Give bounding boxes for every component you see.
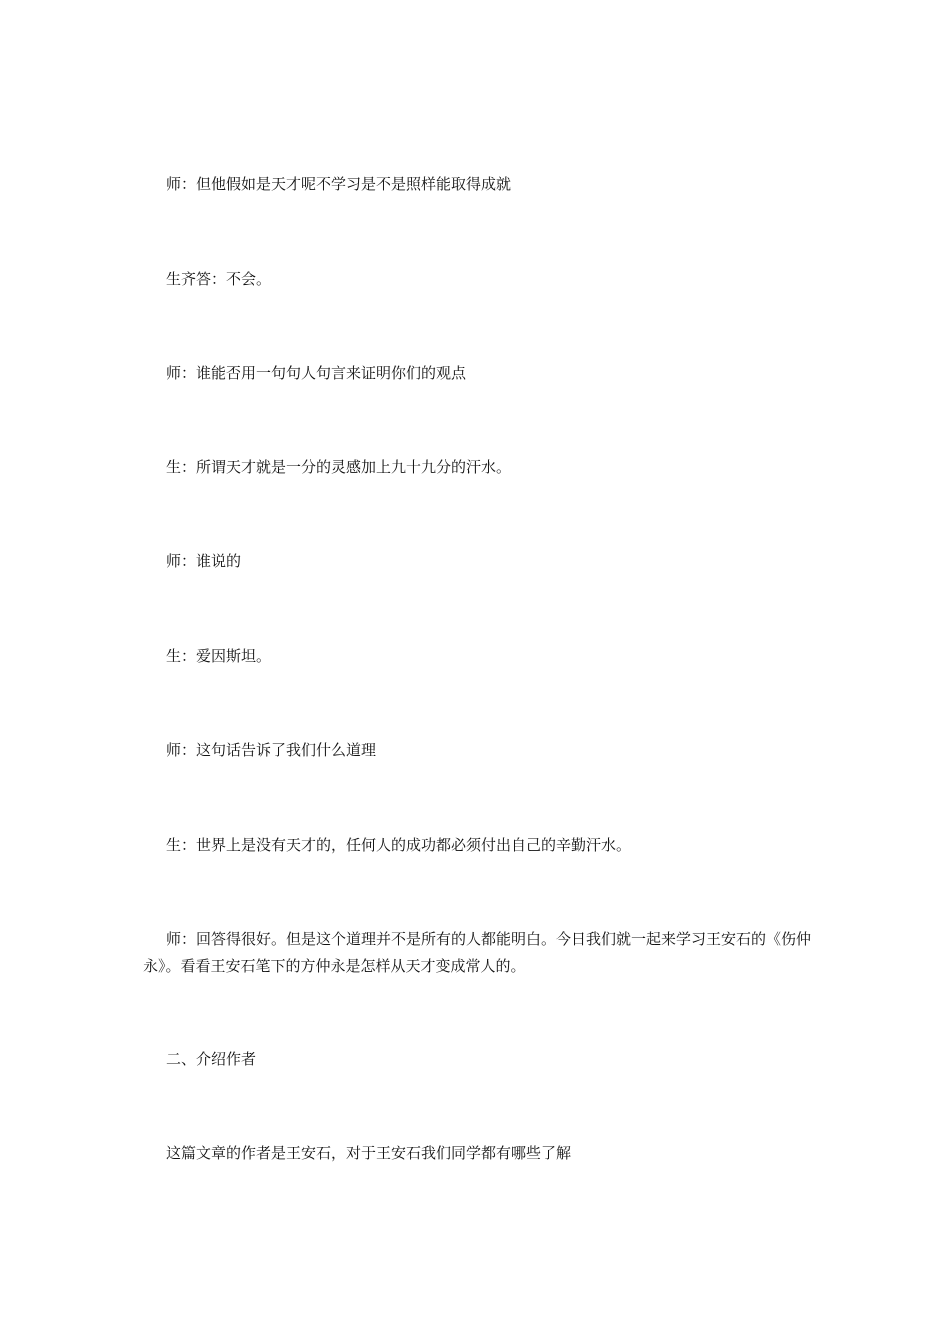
paragraph-student-quote: 生：所谓天才就是一分的灵感加上九十九分的汗水。 <box>166 458 512 476</box>
paragraph-author-question: 这篇文章的作者是王安石，对于王安石我们同学都有哪些了解 <box>166 1144 572 1162</box>
paragraph-student-meaning: 生：世界上是没有天才的，任何人的成功都必须付出自己的辛勤汗水。 <box>166 836 632 854</box>
paragraph-student-einstein: 生：爱因斯坦。 <box>166 647 272 665</box>
paragraph-students-answer: 生齐答：不会。 <box>166 270 272 288</box>
section-heading-author: 二、介绍作者 <box>166 1050 257 1068</box>
paragraph-teacher-ask-meaning: 师：这句话告诉了我们什么道理 <box>166 741 377 759</box>
paragraph-teacher-ask-quote: 师：谁能否用一句句人句言来证明你们的观点 <box>166 364 467 382</box>
paragraph-teacher-intro-lesson: 师：回答得很好。但是这个道理并不是所有的人都能明白。今日我们就一起来学习王安石的《伤仲永》。看看王安石笔下的方仲永是怎样从天才变成常人的。 <box>143 930 812 975</box>
paragraph-teacher-who-said: 师：谁说的 <box>166 552 242 570</box>
paragraph-teacher-question-genius: 师：但他假如是天才呢不学习是不是照样能取得成就 <box>166 175 512 193</box>
